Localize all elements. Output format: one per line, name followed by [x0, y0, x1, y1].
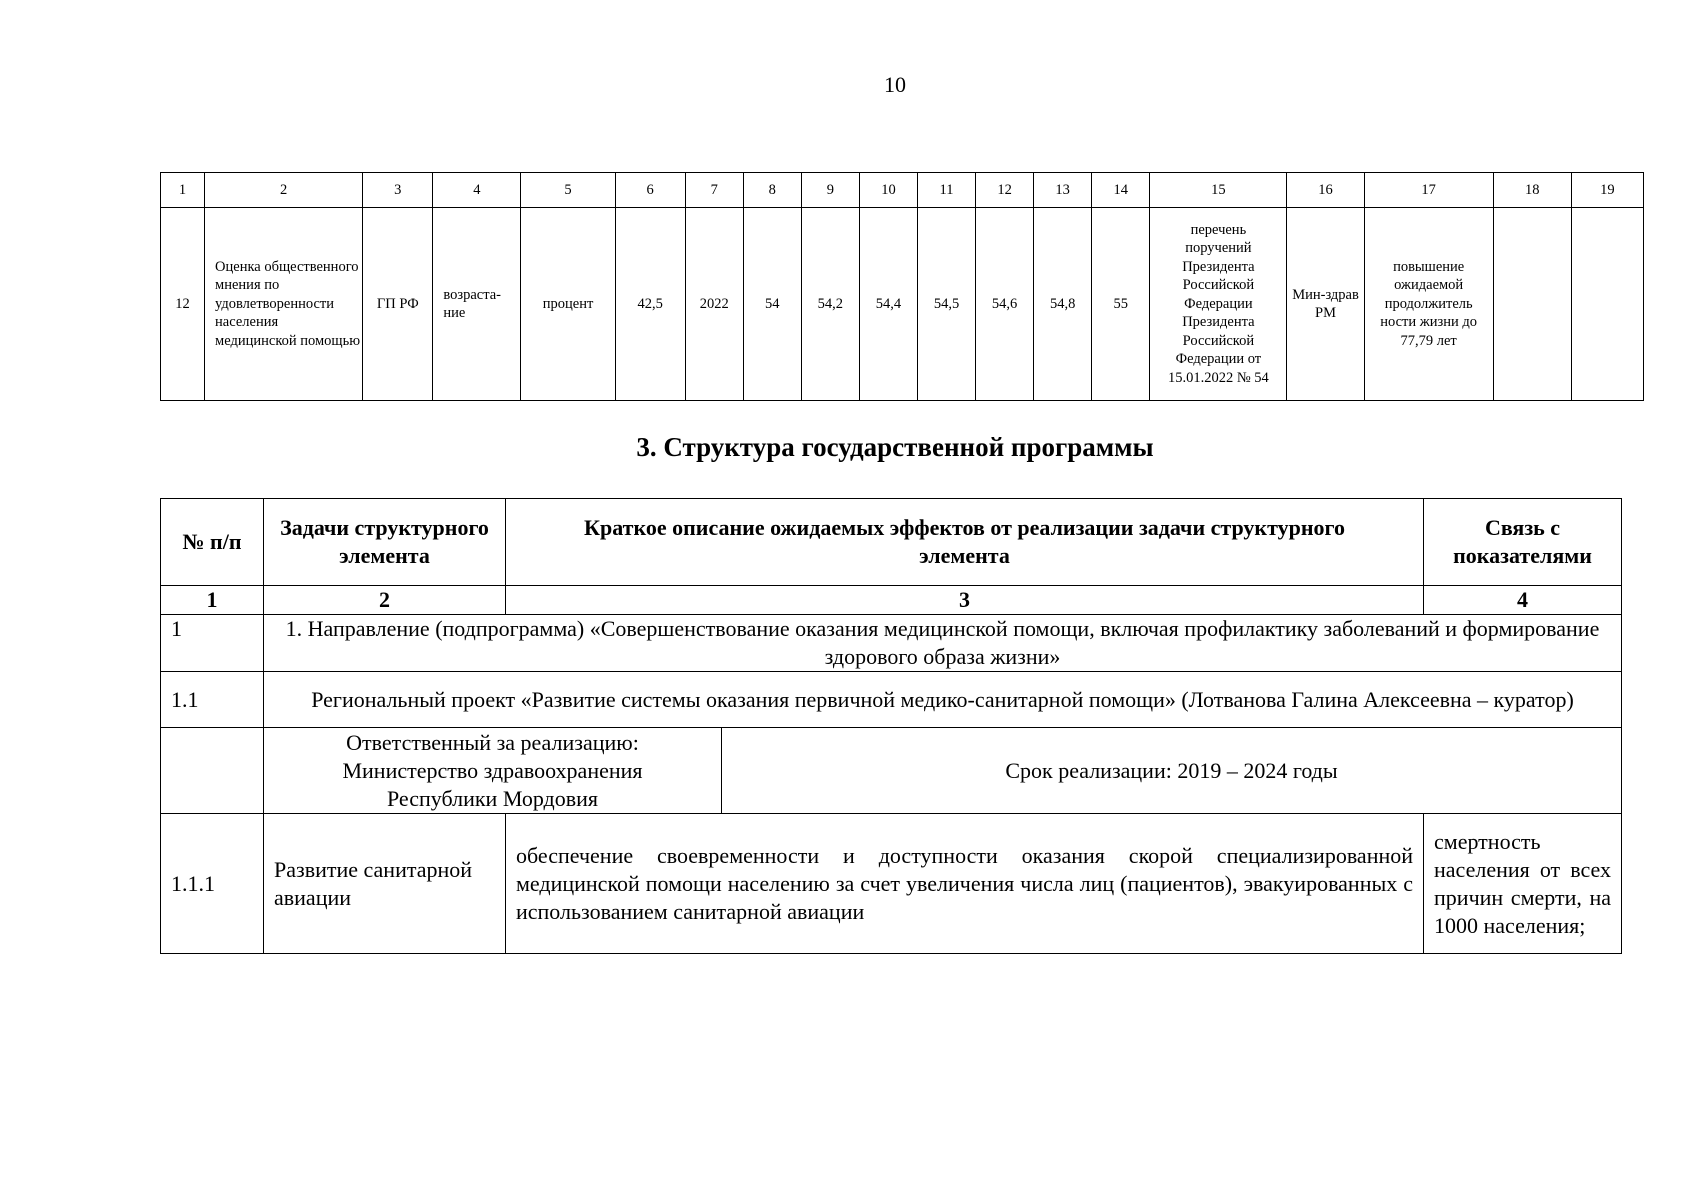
empty-cell: [161, 728, 264, 814]
header-cell: 8: [743, 173, 801, 208]
header-num: № п/п: [161, 499, 264, 586]
responsible-text: Ответственный за реализацию: Министерство здравоохранения Республики Мордовия: [264, 728, 722, 814]
header-cell: 7: [685, 173, 743, 208]
header-cell: 2: [205, 173, 363, 208]
header-number-cell: 2: [264, 586, 506, 615]
header-cell: 12: [976, 173, 1034, 208]
year-value: 54: [743, 208, 801, 401]
indicator-trend: возраста-ние: [433, 208, 521, 401]
structure-table-number-row: [161, 586, 1622, 615]
header-cell: 9: [801, 173, 859, 208]
empty-cell: [1571, 208, 1643, 401]
table-row: [161, 728, 1622, 814]
row-number: 1.1: [161, 672, 264, 728]
row-number: 1.1.1: [161, 814, 264, 954]
table-row: [161, 615, 1622, 672]
year-value: 54,8: [1034, 208, 1092, 401]
year-value: 54,6: [976, 208, 1034, 401]
indicator-table: [160, 172, 1644, 401]
page-number: 10: [884, 72, 906, 97]
term-text: Срок реализации: 2019 – 2024 годы: [722, 728, 1622, 814]
header-cell: 18: [1493, 173, 1571, 208]
table-row: [161, 208, 1644, 401]
structure-table: [160, 498, 1622, 954]
header-cell: 11: [917, 173, 975, 208]
indicator-table-header-row: [161, 173, 1644, 208]
table-row: [161, 814, 1622, 954]
responsible-body: Мин-здрав РМ: [1287, 208, 1364, 401]
indicator-level: ГП РФ: [363, 208, 433, 401]
header-link: Связь с показателями: [1424, 499, 1622, 586]
task-link: смертность населения от всех причин смерти, на 1000 населения;: [1424, 814, 1622, 954]
empty-cell: [1493, 208, 1571, 401]
header-number-cell: 1: [161, 586, 264, 615]
header-cell: 10: [859, 173, 917, 208]
source-document: перечень поручений Президента Российской Федерации Президента Российской Федерации от 15.01.2022 № 54: [1150, 208, 1287, 401]
header-effects: Краткое описание ожидаемых эффектов от реализации задачи структурного элемента: [506, 499, 1424, 586]
header-cell: 19: [1571, 173, 1643, 208]
task-name: Развитие санитарной авиации: [264, 814, 506, 954]
direction-text: 1. Направление (подпрограмма) «Совершенствование оказания медицинской помощи, включая профилактику заболеваний и формирование здорового образа жизни»: [264, 615, 1622, 672]
table-row: [161, 672, 1622, 728]
project-text: Региональный проект «Развитие системы оказания первичной медико-санитарной помощи» (Лотванова Галина Алексеевна – куратор): [264, 672, 1622, 728]
year-value: 54,4: [859, 208, 917, 401]
header-cell: 5: [521, 173, 615, 208]
header-cell: 3: [363, 173, 433, 208]
base-year: 2022: [685, 208, 743, 401]
header-cell: 14: [1092, 173, 1150, 208]
header-cell: 1: [161, 173, 205, 208]
row-number: 12: [161, 208, 205, 401]
row-number: 1: [161, 615, 264, 672]
indicator-name: Оценка общественного мнения по удовлетворенности населения медицинской помощью: [205, 208, 363, 401]
year-value: 54,2: [801, 208, 859, 401]
section-title: 3. Структура государственной программы: [636, 432, 1154, 462]
goal-link: повышение ожидаемой продолжитель ности жизни до 77,79 лет: [1364, 208, 1493, 401]
header-tasks: Задачи структурного элемента: [264, 499, 506, 586]
header-cell: 15: [1150, 173, 1287, 208]
base-value: 42,5: [615, 208, 685, 401]
structure-table-header-row: [161, 499, 1622, 586]
year-value: 54,5: [917, 208, 975, 401]
task-effect: обеспечение своевременности и доступности оказания скорой специализированной медицинской помощи населению за счет увеличения числа лиц (пациентов), эвакуированных с использованием санитарной авиации: [506, 814, 1424, 954]
header-cell: 13: [1034, 173, 1092, 208]
header-cell: 6: [615, 173, 685, 208]
header-cell: 17: [1364, 173, 1493, 208]
year-value: 55: [1092, 208, 1150, 401]
indicator-unit: процент: [521, 208, 615, 401]
header-number-cell: 3: [506, 586, 1424, 615]
header-number-cell: 4: [1424, 586, 1622, 615]
header-cell: 4: [433, 173, 521, 208]
header-cell: 16: [1287, 173, 1364, 208]
